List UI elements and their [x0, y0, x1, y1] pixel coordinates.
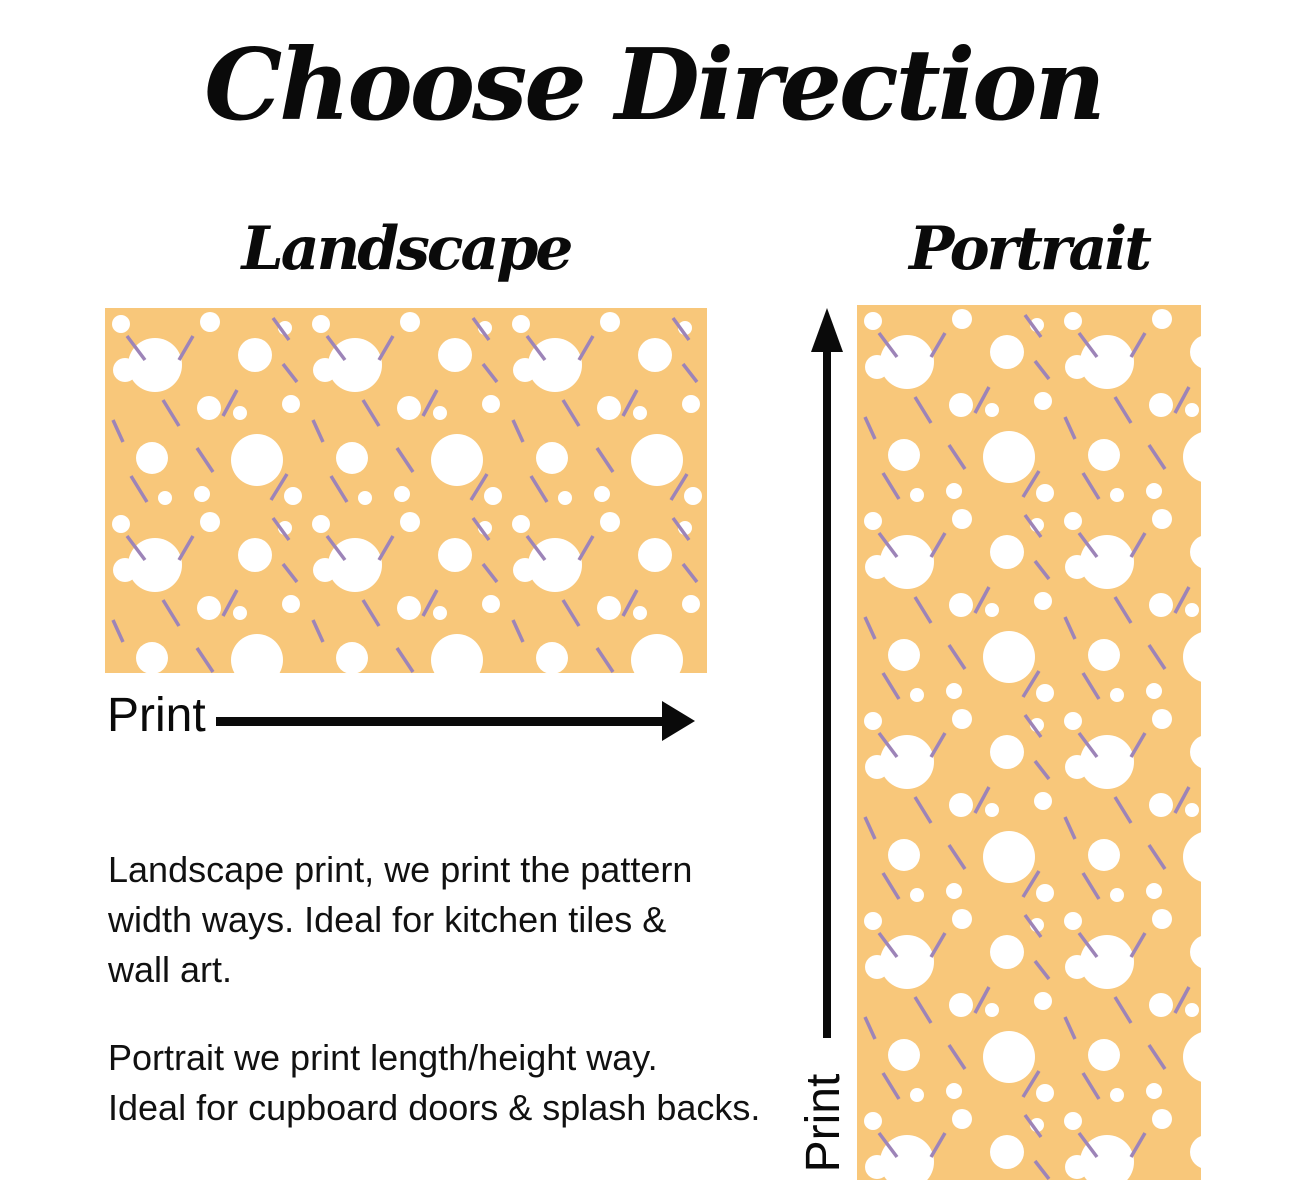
up-arrow-head-icon	[811, 308, 843, 352]
up-arrow-icon	[823, 348, 831, 1038]
right-arrow-icon	[216, 717, 664, 726]
portrait-description	[108, 1033, 760, 1133]
page-title: Choose Direction	[204, 28, 1103, 143]
portrait-pattern-swatch	[857, 305, 1201, 1180]
portrait-heading: Portrait	[909, 214, 1149, 284]
landscape-pattern-swatch	[105, 308, 707, 673]
landscape-description-line-2: width ways. Ideal for kitchen tiles &	[108, 899, 667, 940]
landscape-print-label: Print	[107, 689, 206, 742]
landscape-swatch-fill	[105, 308, 707, 673]
portrait-print-label: Print	[797, 1073, 850, 1173]
landscape-heading: Landscape	[241, 214, 571, 284]
landscape-description-line-1: Landscape print, we print the pattern	[108, 849, 693, 890]
right-arrow-head-icon	[662, 701, 695, 741]
landscape-description	[108, 845, 692, 995]
portrait-swatch-fill	[857, 305, 1201, 1180]
portrait-description-line-2: Ideal for cupboard doors & splash backs.	[108, 1087, 761, 1128]
landscape-description-line-3: wall art.	[108, 949, 233, 990]
portrait-description-line-1: Portrait we print length/height way.	[108, 1037, 658, 1078]
